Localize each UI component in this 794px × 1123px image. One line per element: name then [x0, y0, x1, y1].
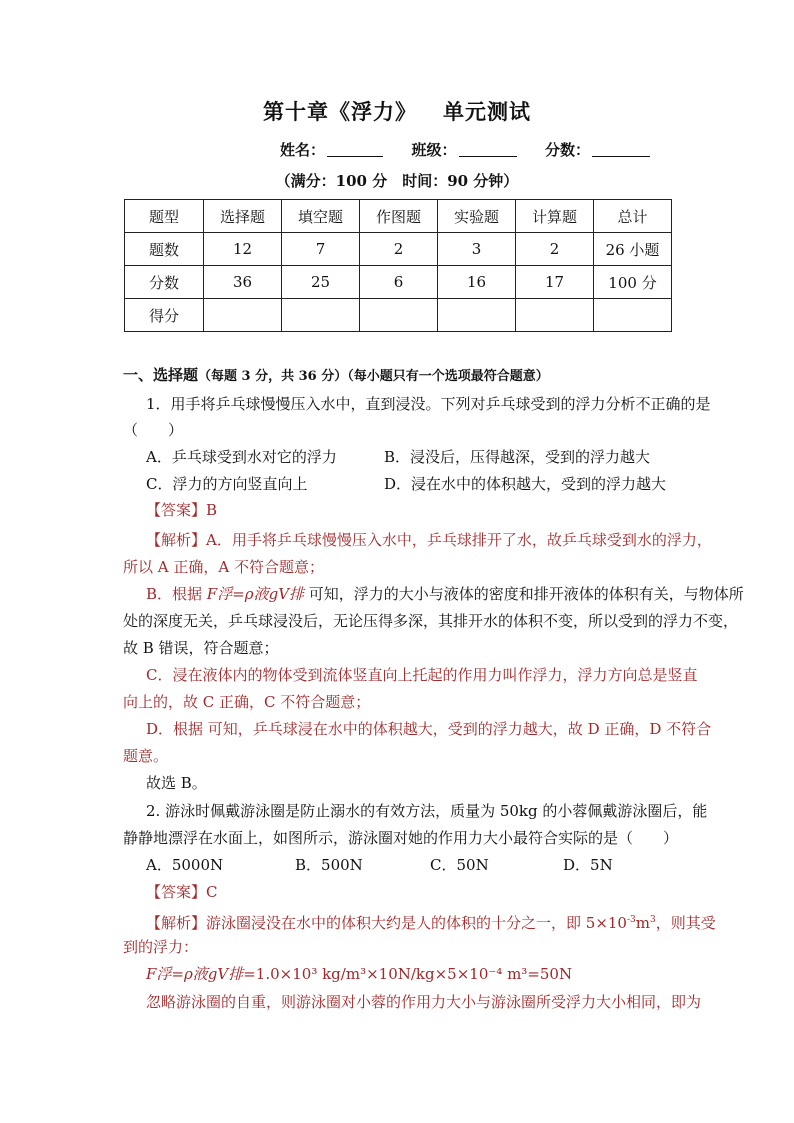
- q1-option-d: D．浸在水中的体积越大，受到的浮力越大: [384, 475, 667, 493]
- text-run: 可知，浮力的大小与液体的密度和排开液体的体积有关，与物体所: [304, 585, 744, 603]
- q2-stem-line1: 2. 游泳时佩戴游泳圈是防止溺水的有效方法，质量为 50kg 的小蓉佩戴游泳圈后，能: [146, 802, 708, 820]
- title-main: 第十章《浮力》: [263, 99, 417, 124]
- table-cell: 题型: [125, 200, 204, 233]
- text-run: 【解析】游泳圈浸没在水中的体积大约是人的体积的十分之一，即 5×10: [146, 914, 627, 932]
- class-blank[interactable]: [459, 142, 517, 157]
- q1-analysis-b1: [146, 584, 744, 604]
- table-row: [125, 266, 672, 299]
- q2-answer: 【答案】C: [146, 883, 218, 901]
- q1-analysis-a2: 所以 A 正确，A 不符合题意；: [123, 558, 324, 576]
- table-cell: 16: [438, 266, 516, 299]
- section-heading: [123, 364, 549, 385]
- score-entry-cell[interactable]: [438, 299, 516, 332]
- table-cell: 填空题: [282, 200, 360, 233]
- table-cell: 3: [438, 233, 516, 266]
- q2-option-d: D．5N: [563, 856, 613, 874]
- text-run: ，则其受: [655, 914, 716, 932]
- class-label: 班级：: [411, 141, 457, 159]
- q1-analysis-b3: 故 B 错误，符合题意；: [123, 639, 279, 657]
- q2-option-b: B．500N: [295, 856, 363, 874]
- q1-stem-line2: （ ）: [123, 421, 184, 439]
- score-entry-cell[interactable]: [594, 299, 672, 332]
- q1-choose: 故选 B。: [146, 774, 207, 792]
- score-entry-cell[interactable]: [204, 299, 282, 332]
- q2-analysis-last: 忽略游泳圈的自重，则游泳圈对小蓉的作用力大小与游泳圈所受浮力大小相同，即为: [146, 993, 702, 1011]
- table-cell: 100 分: [594, 266, 672, 299]
- q1-option-a: A．乒乓球受到水对它的浮力: [146, 448, 337, 466]
- table-row: [125, 233, 672, 266]
- q1-stem-line1: 1．用手将乒乓球慢慢压入水中，直到浸没。下列对乒乓球受到的浮力分析不正确的是: [146, 395, 711, 413]
- table-cell: 6: [360, 266, 438, 299]
- q2-option-c: C．50N: [430, 856, 489, 874]
- q2-analysis-line1: [146, 910, 716, 933]
- table-cell: 实验题: [438, 200, 516, 233]
- score-label: 分数：: [544, 141, 590, 159]
- table-cell: 得分: [125, 299, 204, 332]
- name-blank[interactable]: [327, 142, 383, 157]
- buoyancy-formula: F浮=ρ液gV排: [146, 965, 244, 983]
- q2-analysis-line2: 到的浮力：: [123, 938, 199, 956]
- table-cell: 2: [360, 233, 438, 266]
- score-blank[interactable]: [592, 142, 650, 157]
- table-cell: 选择题: [204, 200, 282, 233]
- student-info: [280, 139, 650, 160]
- text-run: =1.0×10³ kg/m³×10N/kg×5×10⁻⁴ m³=50N: [243, 965, 573, 983]
- table-cell: 7: [282, 233, 360, 266]
- q2-formula-line: [146, 964, 572, 984]
- q1-option-b: B．浸没后，压得越深，受到的浮力越大: [384, 448, 651, 466]
- q2-option-a: A．5000N: [146, 856, 224, 874]
- text-run: B．根据: [146, 585, 207, 603]
- score-entry-cell[interactable]: [360, 299, 438, 332]
- title-sub: 单元测试: [443, 99, 531, 124]
- q1-analysis-c1: C．浸在液体内的物体受到流体竖直向上托起的作用力叫作浮力，浮力方向总是竖直: [146, 666, 698, 684]
- table-cell: 题数: [125, 233, 204, 266]
- table-cell: 总计: [594, 200, 672, 233]
- text-run: m: [635, 914, 650, 932]
- score-entry-cell[interactable]: [516, 299, 594, 332]
- score-table: [124, 199, 672, 332]
- table-cell: 12: [204, 233, 282, 266]
- table-cell: 计算题: [516, 200, 594, 233]
- exponent: 3: [650, 915, 656, 925]
- q1-analysis-b2: 处的深度无关，乒乓球浸没后，无论压得多深，其排开水的体积不变，所以受到的浮力不变，: [123, 612, 739, 630]
- table-cell: 17: [516, 266, 594, 299]
- section-note: （每题 3 分，共 36 分）（每小题只有一个选项最符合题意）: [198, 369, 549, 384]
- table-cell: 26 小题: [594, 233, 672, 266]
- table-header-row: [125, 200, 672, 233]
- q1-option-c: C．浮力的方向竖直向上: [146, 475, 308, 493]
- table-row: [125, 299, 672, 332]
- q1-analysis-d1: D．根据 可知，乒乓球浸在水中的体积越大，受到的浮力越大，故 D 正确，D 不符合: [146, 720, 712, 738]
- q1-analysis-d2: 题意。: [123, 747, 169, 765]
- page-title: [0, 96, 794, 126]
- table-cell: 2: [516, 233, 594, 266]
- table-cell: 36: [204, 266, 282, 299]
- buoyancy-formula: F浮=ρ液gV排: [206, 585, 305, 603]
- table-cell: 25: [282, 266, 360, 299]
- score-entry-cell[interactable]: [282, 299, 360, 332]
- table-cell: 作图题: [360, 200, 438, 233]
- q1-analysis-c2: 向上的，故 C 正确，C 不符合题意；: [123, 693, 371, 711]
- q1-answer: 【答案】B: [146, 501, 218, 519]
- exam-meta: （满分：100 分 时间：90 分钟）: [275, 172, 519, 190]
- section-title: 一、选择题: [123, 366, 199, 384]
- q2-stem-line2: 静静地漂浮在水面上，如图所示，游泳圈对她的作用力大小最符合实际的是（ ）: [123, 829, 679, 847]
- name-label: 姓名：: [280, 141, 326, 159]
- exponent: -3: [626, 915, 636, 925]
- q1-analysis-a1: 【解析】A．用手将乒乓球慢慢压入水中，乒乓球排开了水，故乒乓球受到水的浮力，: [146, 531, 712, 549]
- table-cell: 分数: [125, 266, 204, 299]
